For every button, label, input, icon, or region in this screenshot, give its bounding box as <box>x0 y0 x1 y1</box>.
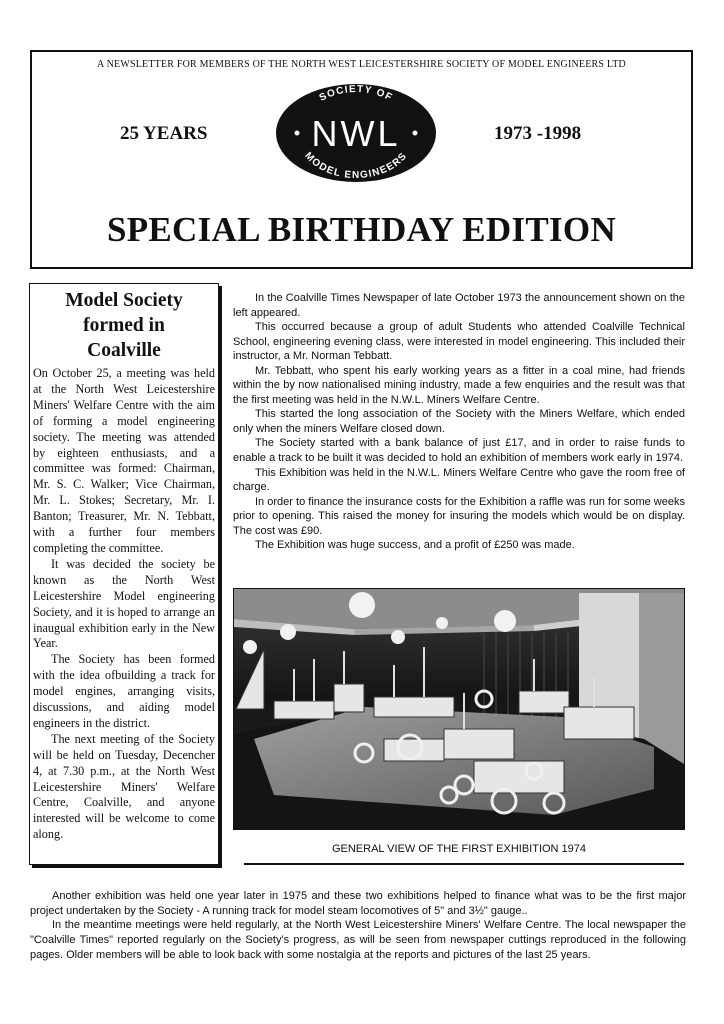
clipping-body <box>30 363 218 843</box>
article-paragraph: This started the long association of the Society with the Miners Welfare, which ended only when the miners Welfare closed down. <box>233 408 685 435</box>
clipping-paragraph: The Society has been formed with the idea ofbuilding a track for model engines, arranging visits, discussions, and aiding model engineers in the district. <box>33 652 215 730</box>
closing-paragraph: Another exhibition was held one year later in 1975 and these two exhibitions helped to finance what was to be the first major project undertaken by the Society - A running track for model steam locomotives of 5" and 3½" gauge.. <box>30 890 686 917</box>
clipping-headline-line: formed in <box>83 315 165 336</box>
clipping-headline-line: Model Society <box>65 290 183 311</box>
article-paragraph: The Society started with a bank balance of just £17, and in order to raise funds to enable a track to be built it was decided to hold an exhibition of members work early in 1974. <box>233 437 685 465</box>
article-paragraph: This occurred because a group of adult Students who attended Coalville Technical School, engineering evening class, were interested in model engineering. This included their instructor, a Mr. Norman Tebbatt. <box>233 321 685 363</box>
photo-caption: GENERAL VIEW OF THE FIRST EXHIBITION 1974 <box>331 843 587 855</box>
clipping-paragraph: The next meeting of the Society will be held on Tuesday, Decencher 4, at 7.30 p.m., at the North West Leicestershire Miners' Welfare Centre, Coalville, and anyone interested will be welcome to come along. <box>33 731 215 842</box>
logo-bottom-text: MODEL ENGINEERS <box>302 150 410 182</box>
logo-dot-left <box>295 131 300 136</box>
article-paragraph: In the Coalville Times Newspaper of late October 1973 the announcement shown on the left appeared. <box>233 292 685 319</box>
article-paragraph: In order to finance the insurance costs for the Exhibition a raffle was run for some weeks prior to opening. This raised the money for insuring the models which would be on display. The cost was £90. <box>233 495 685 537</box>
nwl-society-logo <box>274 82 438 184</box>
clipping-headline <box>30 288 218 363</box>
newspaper-clipping <box>29 283 219 865</box>
article-paragraph: The Exhibition was huge success, and a profit of £250 was made. <box>255 539 575 552</box>
article-paragraph: Mr. Tebbatt, who spent his early working years as a fitter in a coal mine, had friends within the by now nationalised mining industry, made a few enquiries and the result was that the first meeting was held in the N.W.L. Miners Welfare Centre. <box>233 364 685 406</box>
clipping-paragraph: On October 25, a meeting was held at the North West Leicestershire Miners' Welfare Centre with the aim of forming a model engineering society. The meeting was attended by eighteen enthusiasts, and a committee was formed: Chairman, Mr. S. C. Walker; Vice Chairman, Mr. L. Stokes; Secretary, Mr. I. Banton; Treasurer, Mr. N. Tebbatt, with a further four members completing the committee. <box>33 366 215 555</box>
exhibition-photo <box>233 588 685 830</box>
logo-initials: NWL <box>311 113 401 154</box>
closing-paragraph: In the meantime meetings were held regularly, at the North West Leicestershire Miners' Welfare Centre. The local newspaper the "Coalville Times" reported regularly on the Society's progress, as will be seen from newspaper cuttings reproduced in the following pages. Older members will be able to look back with some nostalgia at the reports and pictures of the last 25 years. <box>30 919 686 961</box>
edition-title: SPECIAL BIRTHDAY EDITION <box>106 210 617 249</box>
anniversary-date-range: 1973 -1998 <box>494 123 582 144</box>
caption-divider <box>244 863 684 865</box>
history-article <box>233 291 685 553</box>
clipping-paragraph: It was decided the society be known as the North West Leicestershire Model engineering Society, and it is hoped to arrange an inaugual exhibition early in the New Year. <box>33 556 215 651</box>
closing-article <box>30 889 686 963</box>
exhibition-photo-illustration <box>234 589 684 829</box>
anniversary-years: 25 YEARS <box>120 123 208 144</box>
logo-top-text: SOCIETY OF <box>317 83 395 104</box>
clipping-headline-line: Coalville <box>87 340 161 361</box>
article-paragraph: This Exhibition was held in the N.W.L. Miners Welfare Centre who gave the room free of charge. <box>233 466 685 494</box>
newsletter-tagline: A NEWSLETTER FOR MEMBERS OF THE NORTH WEST LEICESTERSHIRE SOCIETY OF MODEL ENGINEERS LTD <box>97 59 626 70</box>
logo-dot-right <box>413 131 418 136</box>
masthead <box>30 50 693 269</box>
